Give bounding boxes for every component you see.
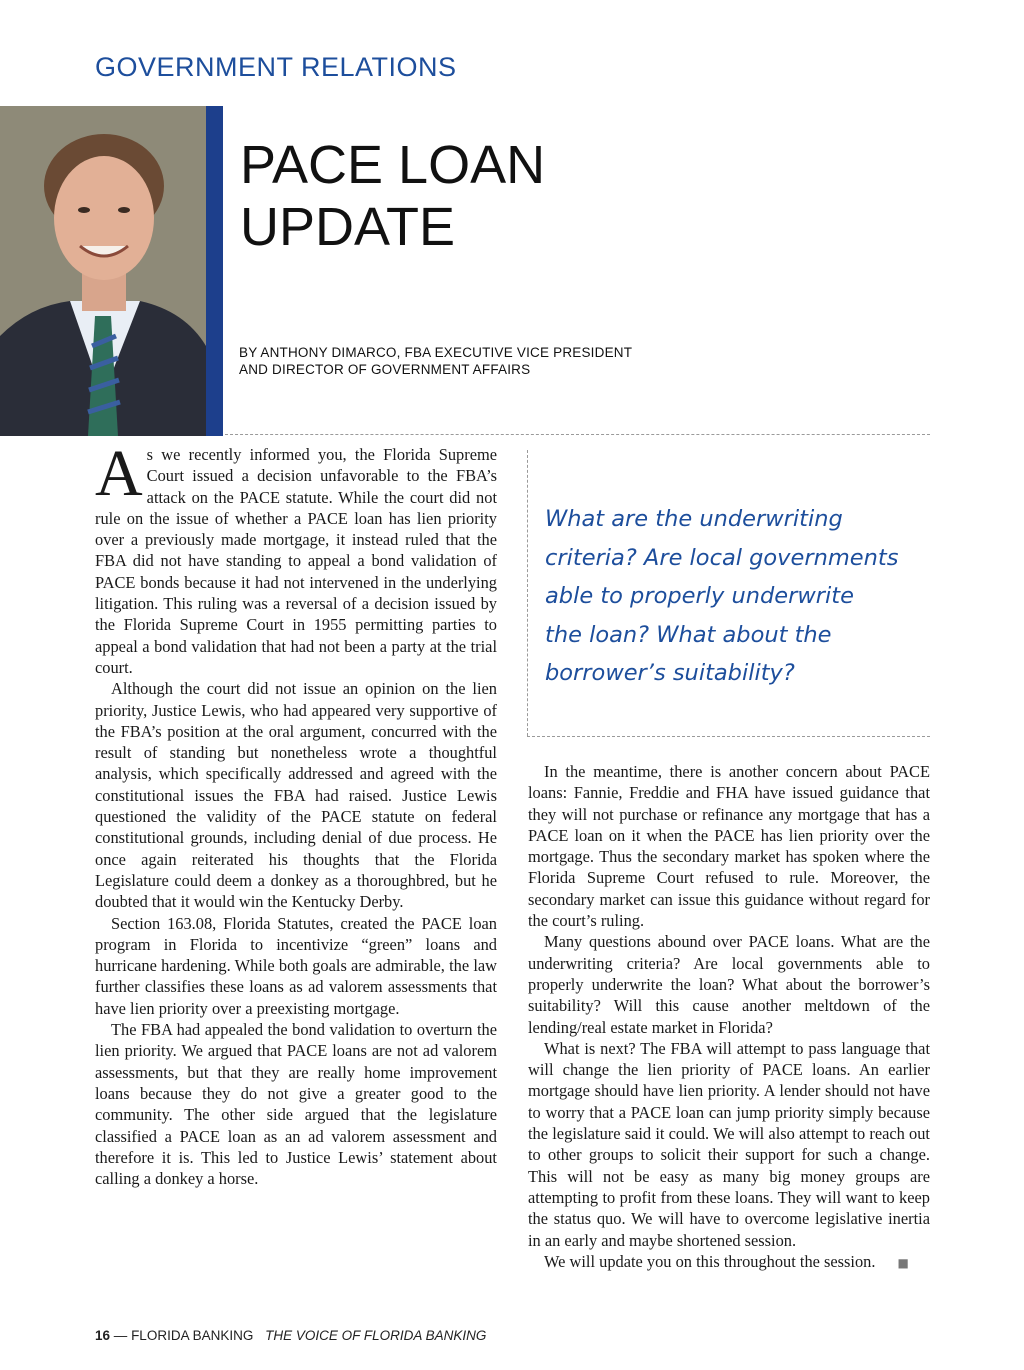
publication-tagline: THE VOICE OF FLORIDA BANKING bbox=[265, 1328, 487, 1343]
paragraph: What is next? The FBA will attempt to pass language that will change the lien priority of PACE loans. An earlier mortgage should have lien priority. A lender should not have to worry that a PACE loan can jump priority simply because the legislature said it could. We will also attempt to reach out to other groups to solicit their support for such a change. This will not be easy as many big money groups are attempting to profit from these loans. They will want to keep the status quo. We will have to overcome legislative inertia in an early and maybe shortened session. bbox=[528, 1038, 930, 1250]
paragraph: Although the court did not issue an opinion on the lien priority, Justice Lewis, who had appeared very supportive of the FBA’s position at the oral argument, concurred with the result of standing but nonetheless wrote a thoughtful analysis, which specifically addressed and agreed with the constitutional issues the FBA had raised. Justice Lewis questioned the validity of the PACE statute on federal constitutional grounds, including denial of due process. He once again reiterated his thoughts that the Florida Legislature could deem a donkey as a thoroughbred, but he doubted that it would win the Kentucky Derby. bbox=[95, 679, 497, 912]
dashed-divider bbox=[527, 736, 930, 737]
paragraph: In the meantime, there is another concern about PACE loans: Fannie, Freddie and FHA have issued guidance that they will not purchase or refinance any mortgage that has a PACE loan on it when the PACE has lien priority over the mortgage. Thus the secondary market has spoken where the Florida Supreme Court refused to rule. Moreover, the secondary market can issue this guidance without regard for the court’s ruling. bbox=[528, 762, 930, 931]
paragraph: Many questions abound over PACE loans. What are the underwriting criteria? Are local governments able to properly underwrite the loan? What about the borrower’s suitability? Will this cause another meltdown of the lending/real estate market in Florida? bbox=[528, 932, 930, 1037]
end-mark-icon: ■ bbox=[897, 1255, 909, 1270]
page-footer bbox=[95, 1328, 486, 1343]
pullquote-line: What are the underwriting bbox=[545, 506, 843, 532]
paragraph: As we recently informed you, the Florida Supreme Court issued a decision unfavorable to the FBA’s attack on the PACE statute. While the court did not rule on the issue of whether a PACE loan has lien priority over a previously made mortgage, it instead ruled that the FBA did not have standing to appeal a bond validation of PACE bonds because it had not intervened in the underlying litigation. This ruling was a reversal of a decision issued by the Florida Supreme Court in 1955 permitting parties to appeal a bond validation that had not been a party at the trial court. bbox=[95, 437, 497, 677]
dashed-divider bbox=[225, 434, 930, 435]
right-column bbox=[528, 761, 930, 1274]
author-photo bbox=[0, 106, 206, 436]
footer-separator: — bbox=[113, 1328, 128, 1343]
byline-line-2: AND DIRECTOR OF GOVERNMENT AFFAIRS bbox=[239, 362, 531, 377]
article-title bbox=[240, 134, 545, 258]
pullquote-line: able to properly underwrite bbox=[545, 583, 854, 609]
paragraph: Section 163.08, Florida Statutes, created the PACE loan program in Florida to incentivize “green” loans and hurricane hardening. While both goals are admirable, the law further classifies these loans as ad valorem assessments that have lien priority over a preexisting mortgage. bbox=[95, 913, 497, 1018]
pullquote-line: the loan? What about the bbox=[545, 621, 832, 648]
author-portrait-illustration bbox=[0, 106, 206, 436]
page-number: 16 bbox=[95, 1328, 111, 1343]
pullquote bbox=[545, 500, 930, 693]
pullquote-line: borrower’s suitability? bbox=[545, 660, 795, 686]
title-line-2: UPDATE bbox=[240, 197, 456, 257]
accent-bar bbox=[206, 106, 223, 436]
drop-cap: A bbox=[95, 437, 143, 510]
pullquote-line: criteria? Are local governments bbox=[545, 544, 899, 571]
paragraph: The FBA had appealed the bond validation to overturn the lien priority. We argued that PACE loans are not ad valorem assessments, but that they are really home improvement loans because they do not give a greater good to the community. The other side argued that the legislature classified a PACE loan as an ad valorem assessment and therefore it is. This led to Justice Lewis’ statement about calling a donkey a horse. bbox=[95, 1020, 497, 1189]
publication-name: FLORIDA BANKING bbox=[131, 1328, 254, 1343]
byline-line-1: BY ANTHONY DIMARCO, FBA EXECUTIVE VICE PRESIDENT bbox=[239, 345, 633, 360]
paragraph: We will update you on this throughout the session. ■ bbox=[528, 1251, 930, 1274]
left-column bbox=[95, 437, 497, 1189]
byline bbox=[239, 344, 632, 378]
title-line-1: PACE LOAN bbox=[240, 135, 546, 195]
section-label: GOVERNMENT RELATIONS bbox=[95, 52, 457, 82]
